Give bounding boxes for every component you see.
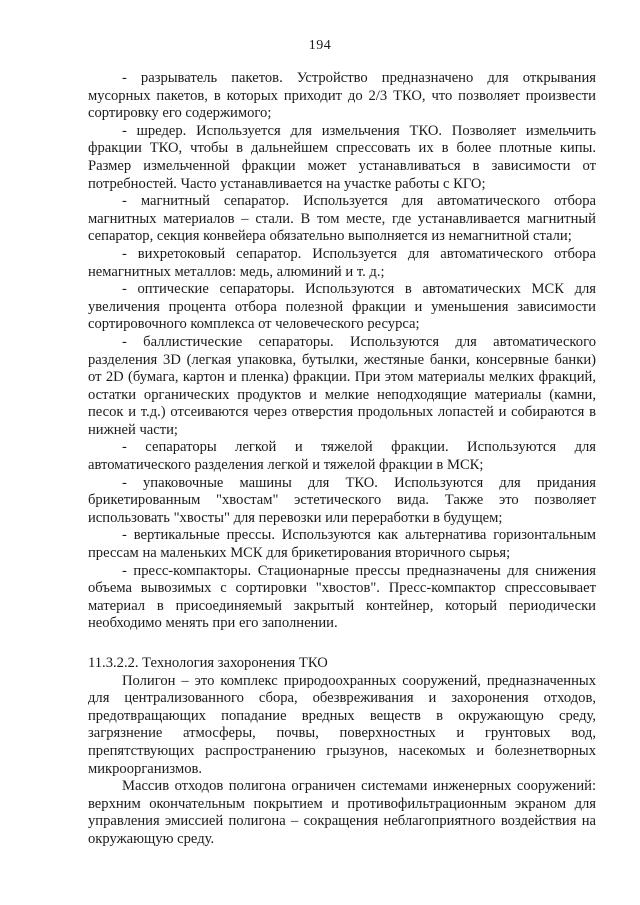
list-item: - разрыватель пакетов. Устройство предназначено для открывания мусорных пакетов, в которых приходит до 2/3 ТКО, что позволяет произвести сортировку его содержимого; [88, 70, 596, 122]
page-body [88, 70, 596, 849]
section-paragraph: Полигон – это комплекс природоохранных сооружений, предназначенных для централизованного сбора, обезвреживания и захоронения отходов, предотвращающих попадание вредных веществ в окружающую среду, загрязнение атмосферы, почвы, поверхностных и грунтовых вод, препятствующих распространению грызунов, насекомых и болезнетворных микроорганизмов. [88, 672, 596, 777]
list-item: - магнитный сепаратор. Используется для автоматического отбора магнитных материалов – стали. В том месте, где устанавливается магнитный сепаратор, секция конвейера обязательно выполняется из немагнитной стали; [88, 193, 596, 245]
list-item: - шредер. Используется для измельчения ТКО. Позволяет измельчить фракции ТКО, чтобы в дальнейшем спрессовать их в более плотные кипы. Размер измельченной фракции может устанавливаться в зависимости от потребностей. Часто устанавливается на участке работы с КГО; [88, 122, 596, 192]
list-item: - вертикальные прессы. Используются как альтернатива горизонтальным прессам на маленьких МСК для брикетирования вторичного сырья; [88, 527, 596, 562]
list-item: - оптические сепараторы. Используются в автоматических МСК для увеличения процента отбора полезной фракции и уменьшения зависимости сортировочного комплекса от человеческого ресурса; [88, 281, 596, 333]
list-item: - упаковочные машины для ТКО. Используются для придания брикетированным "хвостам" эстетического вида. Также это позволяет использовать "хвосты" для перевозки или переработки в будущем; [88, 474, 596, 526]
list-item: - пресс-компакторы. Стационарные прессы предназначены для снижения объема вывозимых с сортировки "хвостов". Пресс-компактор спрессовывает материал в присоединяемый закрытый контейнер, который периодически необходимо менять при его заполнении. [88, 562, 596, 632]
list-item: - вихретоковый сепаратор. Используется для автоматического отбора немагнитных металлов: медь, алюминий и т. д.; [88, 245, 596, 280]
list-item: - сепараторы легкой и тяжелой фракции. Используются для автоматического разделения легкой и тяжелой фракции в МСК; [88, 439, 596, 474]
section-paragraph: Массив отходов полигона ограничен системами инженерных сооружений: верхним окончательным покрытием и противофильтрационным экраном для управления эмиссией полигона – сокращения неблагоприятного воздействия на окружающую среду. [88, 778, 596, 847]
list-item: - баллистические сепараторы. Используются для автоматического разделения 3D (легкая упаковка, бутылки, жестяные банки, консервные банки) от 2D (бумага, картон и пленка) фракции. При этом материалы мелких фракций, остатки органических продуктов и мелкие неподходящие материалы (камни, песок и т.д.) отсеиваются через отверстия продольных лопастей и собираются в нижней части; [88, 333, 596, 438]
section-heading: 11.3.2.2. Технология захоронения ТКО [88, 655, 328, 671]
page-number: 194 [308, 38, 332, 53]
